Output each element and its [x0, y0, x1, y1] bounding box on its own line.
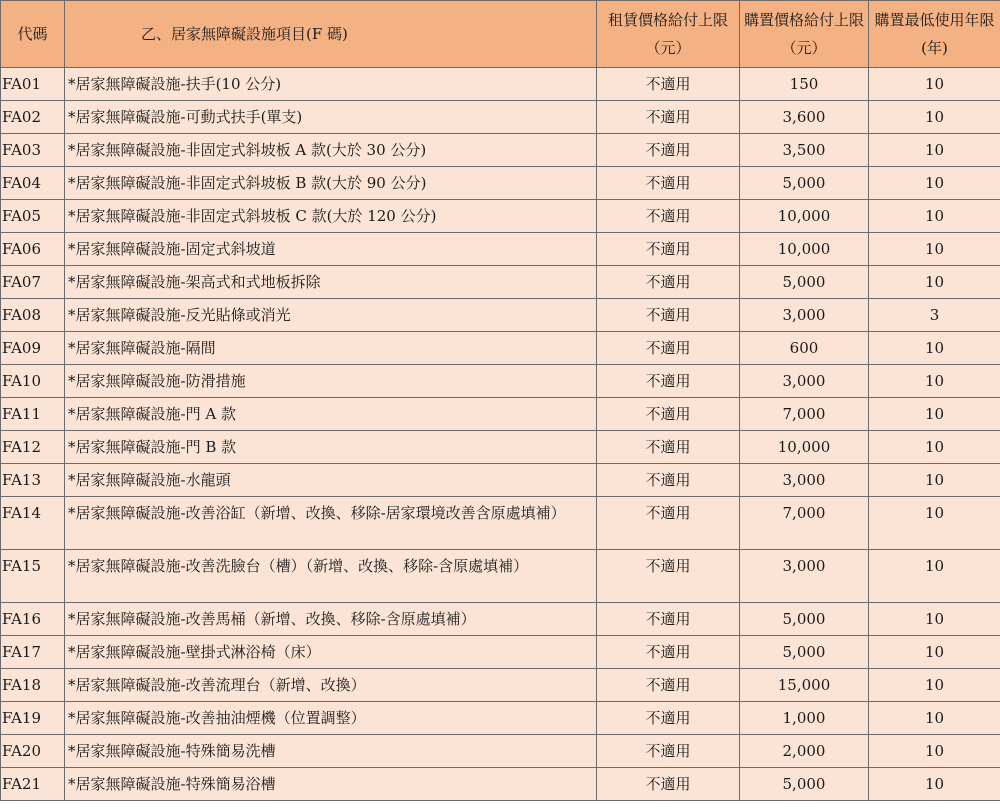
cell-purchase-limit: 5,000 [740, 768, 869, 801]
cell-rent-limit: 不適用 [597, 550, 740, 603]
table-row [1, 464, 1000, 497]
cell-purchase-limit: 3,600 [740, 101, 869, 134]
cell-code: FA06 [1, 233, 65, 266]
header-purchase-limit: 購置價格給付上限（元） [740, 1, 869, 68]
table-row [1, 550, 1000, 603]
cell-code: FA17 [1, 636, 65, 669]
cell-item: *居家無障礙設施-非固定式斜坡板 C 款(大於 120 公分) [65, 200, 597, 233]
cell-code: FA09 [1, 332, 65, 365]
cell-code: FA12 [1, 431, 65, 464]
cell-min-years: 10 [869, 669, 1000, 702]
cell-item: *居家無障礙設施-反光貼條或消光 [65, 299, 597, 332]
cell-purchase-limit: 10,000 [740, 233, 869, 266]
cell-code: FA20 [1, 735, 65, 768]
cell-item: *居家無障礙設施-改善浴缸（新增、改換、移除-居家環境改善含原處填補） [65, 497, 597, 550]
cell-purchase-limit: 5,000 [740, 603, 869, 636]
cell-rent-limit: 不適用 [597, 68, 740, 101]
cell-purchase-limit: 5,000 [740, 266, 869, 299]
cell-rent-limit: 不適用 [597, 101, 740, 134]
header-row [1, 1, 1000, 68]
table-row [1, 233, 1000, 266]
table-row [1, 101, 1000, 134]
cell-purchase-limit: 3,000 [740, 550, 869, 603]
cell-item: *居家無障礙設施-固定式斜坡道 [65, 233, 597, 266]
cell-min-years: 10 [869, 550, 1000, 603]
cell-rent-limit: 不適用 [597, 431, 740, 464]
cell-purchase-limit: 10,000 [740, 200, 869, 233]
cell-item: *居家無障礙設施-門 B 款 [65, 431, 597, 464]
header-rent-limit: 租賃價格給付上限（元） [597, 1, 740, 68]
cell-min-years: 10 [869, 464, 1000, 497]
cell-item: *居家無障礙設施-特殊簡易浴槽 [65, 768, 597, 801]
table-row [1, 134, 1000, 167]
cell-rent-limit: 不適用 [597, 636, 740, 669]
header-code: 代碼 [1, 1, 65, 68]
cell-rent-limit: 不適用 [597, 332, 740, 365]
cell-code: FA19 [1, 702, 65, 735]
table-row [1, 332, 1000, 365]
cell-min-years: 10 [869, 398, 1000, 431]
cell-min-years: 10 [869, 497, 1000, 550]
cell-rent-limit: 不適用 [597, 398, 740, 431]
cell-item: *居家無障礙設施-架高式和式地板拆除 [65, 266, 597, 299]
table-row [1, 603, 1000, 636]
cell-code: FA02 [1, 101, 65, 134]
cell-code: FA08 [1, 299, 65, 332]
cell-min-years: 10 [869, 702, 1000, 735]
table-row [1, 398, 1000, 431]
cell-rent-limit: 不適用 [597, 603, 740, 636]
table-row [1, 636, 1000, 669]
table-row [1, 200, 1000, 233]
table-row [1, 299, 1000, 332]
cell-code: FA04 [1, 167, 65, 200]
cell-rent-limit: 不適用 [597, 134, 740, 167]
table-row [1, 702, 1000, 735]
cell-purchase-limit: 7,000 [740, 497, 869, 550]
cell-item: *居家無障礙設施-門 A 款 [65, 398, 597, 431]
cell-min-years: 10 [869, 233, 1000, 266]
cell-purchase-limit: 15,000 [740, 669, 869, 702]
table-row [1, 266, 1000, 299]
cell-min-years: 10 [869, 431, 1000, 464]
cell-rent-limit: 不適用 [597, 669, 740, 702]
cell-code: FA16 [1, 603, 65, 636]
cell-purchase-limit: 3,000 [740, 464, 869, 497]
cell-code: FA01 [1, 68, 65, 101]
cell-purchase-limit: 10,000 [740, 431, 869, 464]
table-row [1, 497, 1000, 550]
cell-purchase-limit: 150 [740, 68, 869, 101]
cell-min-years: 10 [869, 636, 1000, 669]
table-row [1, 735, 1000, 768]
cell-min-years: 10 [869, 603, 1000, 636]
table-row [1, 669, 1000, 702]
cell-item: *居家無障礙設施-隔間 [65, 332, 597, 365]
table-row [1, 365, 1000, 398]
cell-min-years: 10 [869, 101, 1000, 134]
cell-item: *居家無障礙設施-壁掛式淋浴椅（床） [65, 636, 597, 669]
cell-item: *居家無障礙設施-可動式扶手(單支) [65, 101, 597, 134]
cell-rent-limit: 不適用 [597, 365, 740, 398]
table-row [1, 167, 1000, 200]
cell-code: FA14 [1, 497, 65, 550]
cell-code: FA11 [1, 398, 65, 431]
cell-rent-limit: 不適用 [597, 233, 740, 266]
cell-min-years: 10 [869, 332, 1000, 365]
cell-purchase-limit: 2,000 [740, 735, 869, 768]
cell-code: FA07 [1, 266, 65, 299]
cell-rent-limit: 不適用 [597, 167, 740, 200]
cell-min-years: 10 [869, 167, 1000, 200]
cell-min-years: 3 [869, 299, 1000, 332]
table-row [1, 431, 1000, 464]
cell-item: *居家無障礙設施-改善流理台（新增、改換） [65, 669, 597, 702]
cell-purchase-limit: 3,000 [740, 299, 869, 332]
cell-code: FA10 [1, 365, 65, 398]
cell-min-years: 10 [869, 768, 1000, 801]
table-row [1, 68, 1000, 101]
cell-purchase-limit: 5,000 [740, 167, 869, 200]
cell-code: FA03 [1, 134, 65, 167]
cell-rent-limit: 不適用 [597, 768, 740, 801]
cell-min-years: 10 [869, 266, 1000, 299]
cell-rent-limit: 不適用 [597, 497, 740, 550]
table-row [1, 768, 1000, 801]
cell-code: FA18 [1, 669, 65, 702]
cell-code: FA15 [1, 550, 65, 603]
cell-code: FA13 [1, 464, 65, 497]
cell-rent-limit: 不適用 [597, 299, 740, 332]
cell-purchase-limit: 3,500 [740, 134, 869, 167]
header-item: 乙、居家無障礙設施項目(F 碼) [65, 1, 597, 68]
cell-min-years: 10 [869, 200, 1000, 233]
cell-purchase-limit: 1,000 [740, 702, 869, 735]
cell-code: FA05 [1, 200, 65, 233]
cell-rent-limit: 不適用 [597, 266, 740, 299]
cell-item: *居家無障礙設施-改善抽油煙機（位置調整） [65, 702, 597, 735]
cell-min-years: 10 [869, 735, 1000, 768]
cell-rent-limit: 不適用 [597, 702, 740, 735]
cell-min-years: 10 [869, 365, 1000, 398]
cell-item: *居家無障礙設施-水龍頭 [65, 464, 597, 497]
cell-item: *居家無障礙設施-特殊簡易洗槽 [65, 735, 597, 768]
cell-item: *居家無障礙設施-改善馬桶（新增、改換、移除-含原處填補） [65, 603, 597, 636]
cell-rent-limit: 不適用 [597, 200, 740, 233]
table-body [1, 68, 1000, 801]
cell-item: *居家無障礙設施-扶手(10 公分) [65, 68, 597, 101]
table-header [1, 1, 1000, 68]
cell-purchase-limit: 600 [740, 332, 869, 365]
cell-purchase-limit: 5,000 [740, 636, 869, 669]
cell-item: *居家無障礙設施-非固定式斜坡板 A 款(大於 30 公分) [65, 134, 597, 167]
cell-rent-limit: 不適用 [597, 464, 740, 497]
cell-code: FA21 [1, 768, 65, 801]
cell-min-years: 10 [869, 134, 1000, 167]
cell-purchase-limit: 7,000 [740, 398, 869, 431]
cell-rent-limit: 不適用 [597, 735, 740, 768]
header-min-years: 購置最低使用年限(年) [869, 1, 1000, 68]
cell-item: *居家無障礙設施-非固定式斜坡板 B 款(大於 90 公分) [65, 167, 597, 200]
cell-item: *居家無障礙設施-防滑措施 [65, 365, 597, 398]
cell-purchase-limit: 3,000 [740, 365, 869, 398]
cell-min-years: 10 [869, 68, 1000, 101]
cell-item: *居家無障礙設施-改善洗臉台（槽）（新增、改換、移除-含原處填補） [65, 550, 597, 603]
